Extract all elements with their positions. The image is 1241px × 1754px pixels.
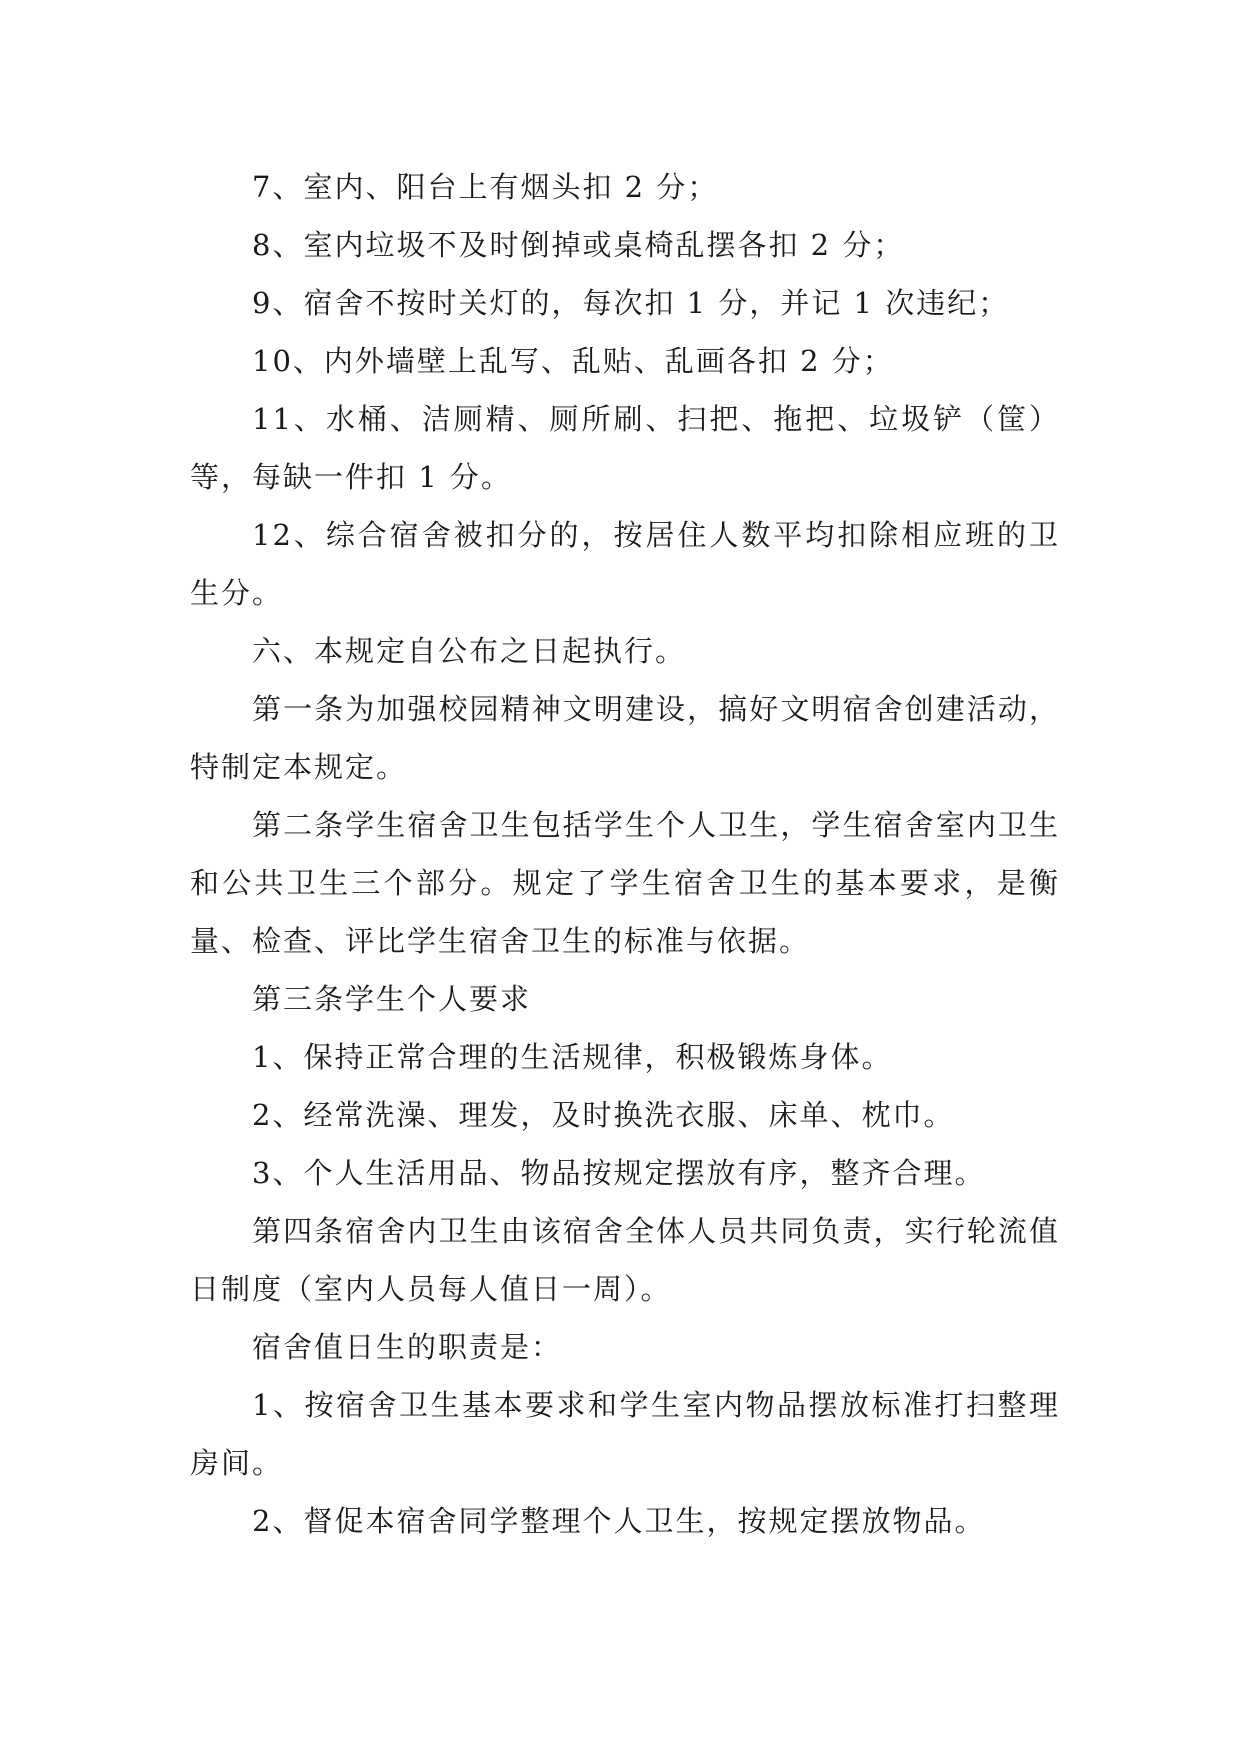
paragraph-article-3-item-1: 1、保持正常合理的生活规律，积极锻炼身体。 — [252, 1040, 893, 1074]
paragraph-article-1: 第一条为加强校园精神文明建设，搞好文明宿舍创建活动，特制定本规定。 — [190, 692, 1060, 784]
paragraph-duty-heading: 宿舍值日生的职责是： — [252, 1330, 563, 1364]
paragraph-section-6: 六、本规定自公布之日起执行。 — [252, 634, 687, 668]
paragraph-duty-item-2: 2、督促本宿舍同学整理个人卫生，按规定摆放物品。 — [252, 1504, 986, 1538]
paragraph-rule-8: 8、室内垃圾不及时倒掉或桌椅乱摆各扣 2 分； — [252, 228, 905, 262]
paragraph-rule-9: 9、宿舍不按时关灯的，每次扣 1 分，并记 1 次违纪； — [252, 286, 1010, 320]
paragraph-article-3-item-3: 3、个人生活用品、物品按规定摆放有序，整齐合理。 — [252, 1156, 986, 1190]
document-body — [190, 158, 1060, 1550]
paragraph-rule-12: 12、综合宿舍被扣分的，按居住人数平均扣除相应班的卫生分。 — [190, 518, 1060, 610]
paragraph-rule-10: 10、内外墙壁上乱写、乱贴、乱画各扣 2 分； — [252, 344, 894, 378]
paragraph-article-2: 第二条学生宿舍卫生包括学生个人卫生，学生宿舍室内卫生和公共卫生三个部分。规定了学生宿舍卫生的基本要求，是衡量、检查、评比学生宿舍卫生的标准与依据。 — [190, 808, 1060, 958]
paragraph-rule-7: 7、室内、阳台上有烟头扣 2 分； — [252, 170, 719, 204]
paragraph-duty-item-1: 1、按宿舍卫生基本要求和学生室内物品摆放标准打扫整理房间。 — [190, 1388, 1060, 1480]
paragraph-article-3-heading: 第三条学生个人要求 — [252, 982, 532, 1016]
paragraph-article-3-item-2: 2、经常洗澡、理发，及时换洗衣服、床单、枕巾。 — [252, 1098, 955, 1132]
paragraph-rule-11: 11、水桶、洁厕精、厕所刷、扫把、拖把、垃圾铲（筐）等，每缺一件扣 1 分。 — [190, 402, 1060, 494]
paragraph-article-4: 第四条宿舍内卫生由该宿舍全体人员共同负责，实行轮流值日制度（室内人员每人值日一周）。 — [190, 1214, 1060, 1306]
